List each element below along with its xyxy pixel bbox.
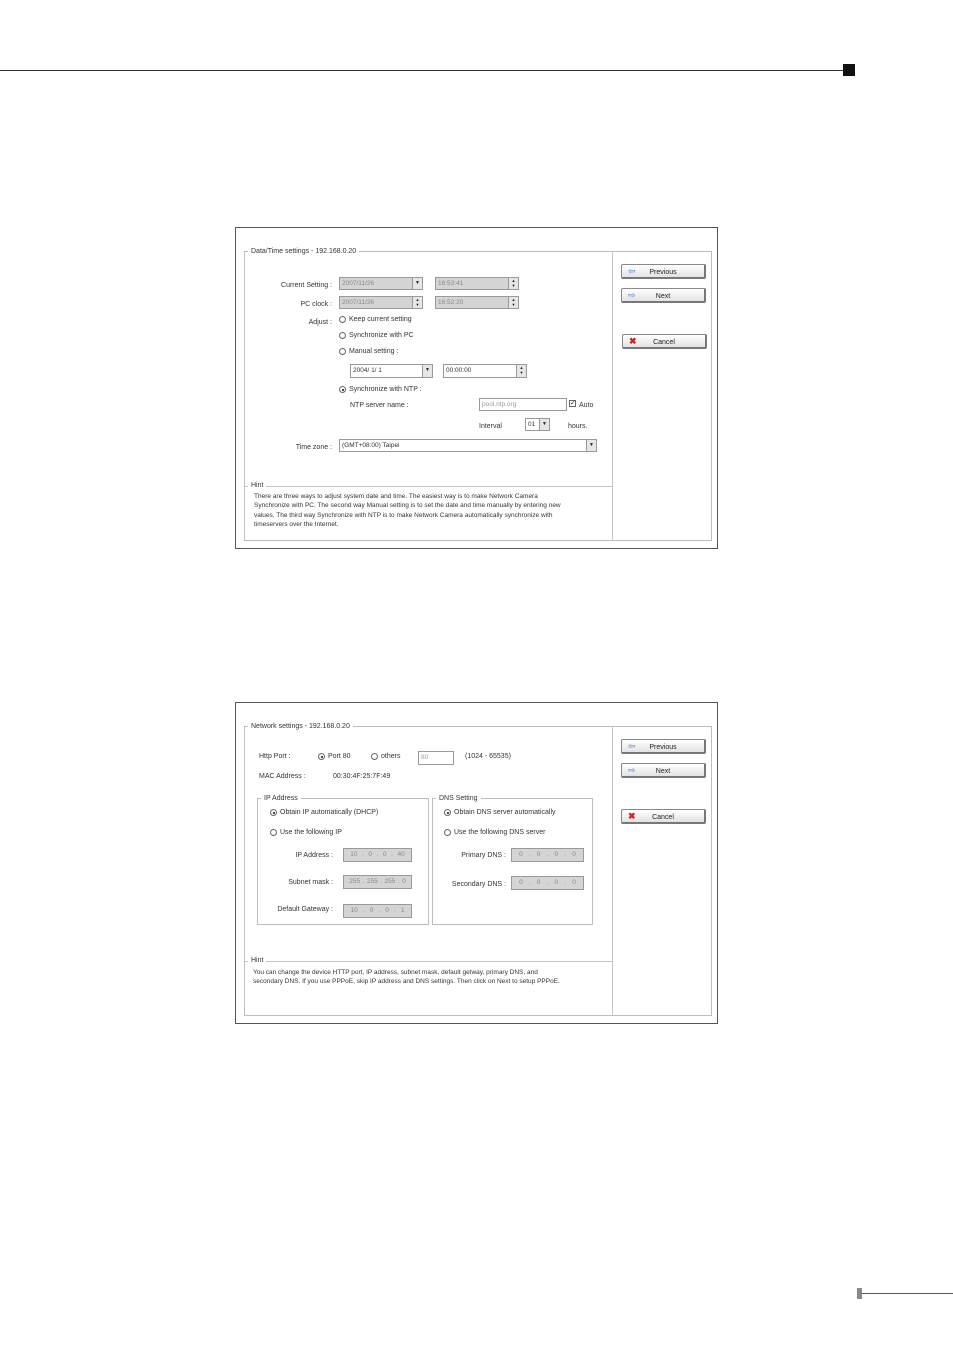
dot: . — [528, 879, 531, 886]
octet: 0 — [382, 851, 387, 858]
secondary-dns-label: Secondary DNS : — [451, 881, 506, 888]
radio-dns-use-label: Use the following DNS server — [454, 829, 546, 836]
timezone-label: Time zone : — [295, 444, 332, 451]
radio-keep-current-label: Keep current setting — [349, 316, 412, 323]
hint-line: Synchronize with PC. The second way Manual setting is to set the date and time manually by entering new — [254, 502, 561, 510]
dot: . — [376, 851, 379, 858]
octet: 255 — [384, 878, 396, 885]
octet: 1 — [400, 907, 405, 914]
cancel-button-label: Cancel — [653, 339, 675, 346]
ip-address-label: IP Address : — [295, 852, 333, 859]
default-gateway-label: Default Gateway : — [277, 906, 333, 913]
hint-divider — [244, 961, 612, 962]
subnet-mask-field[interactable] — [343, 875, 412, 889]
manual-time-field[interactable] — [443, 364, 527, 378]
radio-dns-auto-label: Obtain DNS server automatically — [454, 809, 556, 816]
adjust-label: Adjust : — [308, 319, 332, 326]
dot: . — [380, 878, 382, 885]
datetime-screenshot — [235, 227, 718, 549]
octet: 0 — [369, 907, 374, 914]
radio-keep-current[interactable] — [339, 316, 346, 323]
next-button[interactable] — [621, 763, 706, 778]
octet: 10 — [350, 907, 358, 914]
chevron-down-icon: ▼ — [586, 440, 596, 451]
primary-dns-label: Primary DNS : — [461, 852, 506, 859]
current-date-value: 2007/11/26 — [342, 280, 375, 287]
radio-sync-ntp-label: Synchronize with NTP : — [349, 386, 422, 393]
cancel-button[interactable] — [622, 334, 707, 349]
dot: . — [397, 878, 400, 885]
radio-port-others[interactable] — [371, 753, 378, 760]
pc-clock-label: PC clock : — [300, 301, 332, 308]
close-icon: ✖ — [629, 336, 637, 346]
octet: 0 — [519, 879, 523, 886]
header-rule — [0, 70, 846, 71]
chevron-down-icon: ▼ — [412, 278, 422, 289]
ntp-server-input[interactable]: pool.ntp.org — [479, 398, 567, 411]
port-range-label: (1024 - 65535) — [465, 753, 511, 760]
pc-time-value: 16:52:20 — [438, 299, 464, 306]
radio-sync-pc[interactable] — [339, 332, 346, 339]
mac-label: MAC Address : — [259, 773, 306, 780]
next-button-label: Next — [655, 293, 671, 300]
previous-button-label: Previous — [649, 269, 677, 276]
dot: . — [546, 851, 549, 858]
network-panel-divider — [612, 726, 613, 1016]
header-square-marker — [843, 64, 855, 76]
network-panel-title: Network settings - 192.168.0.20 — [248, 722, 353, 731]
spinner-icon: ▲ ▼ — [508, 297, 518, 308]
octet: 10 — [350, 851, 358, 858]
footer-marker — [857, 1288, 862, 1299]
octet: 0 — [554, 879, 559, 886]
hint-divider — [244, 486, 612, 487]
arrow-right-icon: ⇨ — [628, 290, 636, 300]
ip-address-field[interactable] — [343, 848, 412, 862]
radio-manual[interactable] — [339, 348, 346, 355]
chevron-down-icon: ▼ — [422, 365, 432, 377]
arrow-left-icon: ⇦ — [628, 266, 636, 276]
footer-rule — [862, 1293, 953, 1294]
radio-port-80[interactable] — [318, 753, 325, 760]
octet: 255 — [366, 878, 378, 885]
current-date-field — [339, 277, 423, 290]
hint-line: values. The third way Synchronize with NTP is to make Network Camera automatically synchronize with — [254, 511, 553, 519]
spinner-icon: ▲ ▼ — [412, 297, 422, 308]
port-input[interactable]: 80 — [418, 751, 454, 765]
interval-select[interactable] — [525, 418, 550, 431]
close-icon: ✖ — [628, 811, 636, 821]
dot: . — [528, 851, 531, 858]
radio-use-ip[interactable] — [270, 829, 277, 836]
octet: 40 — [397, 851, 405, 858]
dns-group-title: DNS Setting — [436, 794, 481, 803]
octet: 0 — [572, 879, 576, 886]
radio-manual-label: Manual setting : — [349, 348, 399, 355]
http-port-label: Http Port : — [259, 753, 291, 760]
dot: . — [564, 851, 567, 858]
auto-checkbox[interactable]: ✓ — [570, 400, 576, 407]
hint-line: There are three ways to adjust system date and time. The easiest way is to make Network Camera — [254, 493, 538, 500]
previous-button-label: Previous — [649, 744, 677, 751]
dot: . — [362, 851, 364, 858]
arrow-right-icon: ⇨ — [628, 765, 636, 775]
dot: . — [362, 907, 365, 914]
next-button-label: Next — [655, 768, 671, 775]
manual-date-select[interactable] — [350, 364, 433, 378]
dot: . — [393, 907, 396, 914]
radio-dhcp[interactable] — [270, 809, 277, 816]
network-screenshot — [235, 702, 718, 1024]
octet: 255 — [349, 878, 361, 885]
chevron-down-icon: ▼ — [539, 419, 549, 430]
subnet-mask-label: Subnet mask : — [288, 879, 333, 886]
spinner-icon: ▲ ▼ — [508, 278, 518, 289]
dot: . — [378, 907, 381, 914]
hint-line: You can change the device HTTP port, IP address, subnet mask, default getway, primary DNS, and — [253, 969, 538, 976]
datetime-panel-title: Data/Time settings - 192.168.0.20 — [248, 247, 359, 256]
interval-label: Interval — [479, 423, 502, 430]
current-setting-label: Current Setting : — [281, 282, 332, 289]
ntp-server-label: NTP server name : — [350, 402, 409, 409]
octet: 0 — [402, 878, 406, 885]
current-time-field — [435, 277, 519, 290]
pc-time-field — [435, 296, 519, 309]
pc-date-value: 2007/11/26 — [342, 299, 375, 306]
primary-dns-field[interactable] — [511, 848, 584, 862]
dot: . — [564, 879, 567, 886]
octet: 0 — [385, 907, 389, 914]
radio-port-others-label: others — [381, 753, 401, 760]
octet: 0 — [554, 851, 559, 858]
dot: . — [362, 878, 365, 885]
octet: 0 — [519, 851, 523, 858]
hint-title: Hint — [248, 956, 266, 965]
cancel-button-label: Cancel — [652, 814, 674, 821]
datetime-panel-divider — [612, 251, 613, 541]
radio-use-ip-label: Use the following IP — [280, 829, 342, 836]
mac-value: 00:30:4F:25:7F:49 — [333, 773, 391, 780]
octet: 0 — [368, 851, 373, 858]
octet: 0 — [536, 879, 541, 886]
dot: . — [546, 879, 549, 886]
interval-value: 01 — [528, 421, 536, 428]
radio-sync-pc-label: Synchronize with PC — [349, 332, 414, 339]
pc-date-field — [339, 296, 423, 309]
dot: . — [391, 851, 393, 858]
radio-port-80-label: Port 80 — [328, 753, 351, 760]
timezone-select[interactable] — [339, 439, 597, 452]
hint-text — [254, 492, 606, 529]
hours-label: hours. — [568, 423, 588, 430]
hint-text — [253, 968, 607, 987]
previous-button[interactable] — [621, 264, 706, 279]
hint-title: Hint — [248, 481, 266, 490]
radio-sync-ntp[interactable] — [339, 386, 346, 393]
default-gateway-field[interactable] — [343, 904, 412, 918]
radio-dhcp-label: Obtain IP automatically (DHCP) — [280, 809, 379, 816]
ip-group-title: IP Address — [261, 794, 301, 803]
manual-date-value: 2004/ 1/ 1 — [353, 367, 382, 374]
previous-button[interactable] — [621, 739, 706, 754]
radio-dns-auto[interactable] — [444, 809, 451, 816]
secondary-dns-field[interactable] — [511, 876, 584, 890]
next-button[interactable] — [621, 288, 706, 303]
timezone-value: (GMT+08:00) Taipei — [342, 442, 400, 449]
cancel-button[interactable] — [621, 809, 706, 824]
current-time-value: 16:53:41 — [438, 280, 464, 287]
octet: 0 — [536, 851, 541, 858]
octet: 0 — [572, 851, 576, 858]
spinner-icon: ▲ ▼ — [516, 365, 526, 377]
radio-dns-use[interactable] — [444, 829, 451, 836]
manual-time-value: 00:00:00 — [446, 367, 472, 374]
auto-checkbox-label: Auto — [579, 402, 594, 409]
arrow-left-icon: ⇦ — [628, 741, 636, 751]
hint-line: timeservers over the Internet. — [254, 520, 339, 528]
hint-line: secondary DNS. If you use PPPoE, skip IP address and DNS settings. Then click on Next to setup PPPoE. — [253, 978, 560, 986]
